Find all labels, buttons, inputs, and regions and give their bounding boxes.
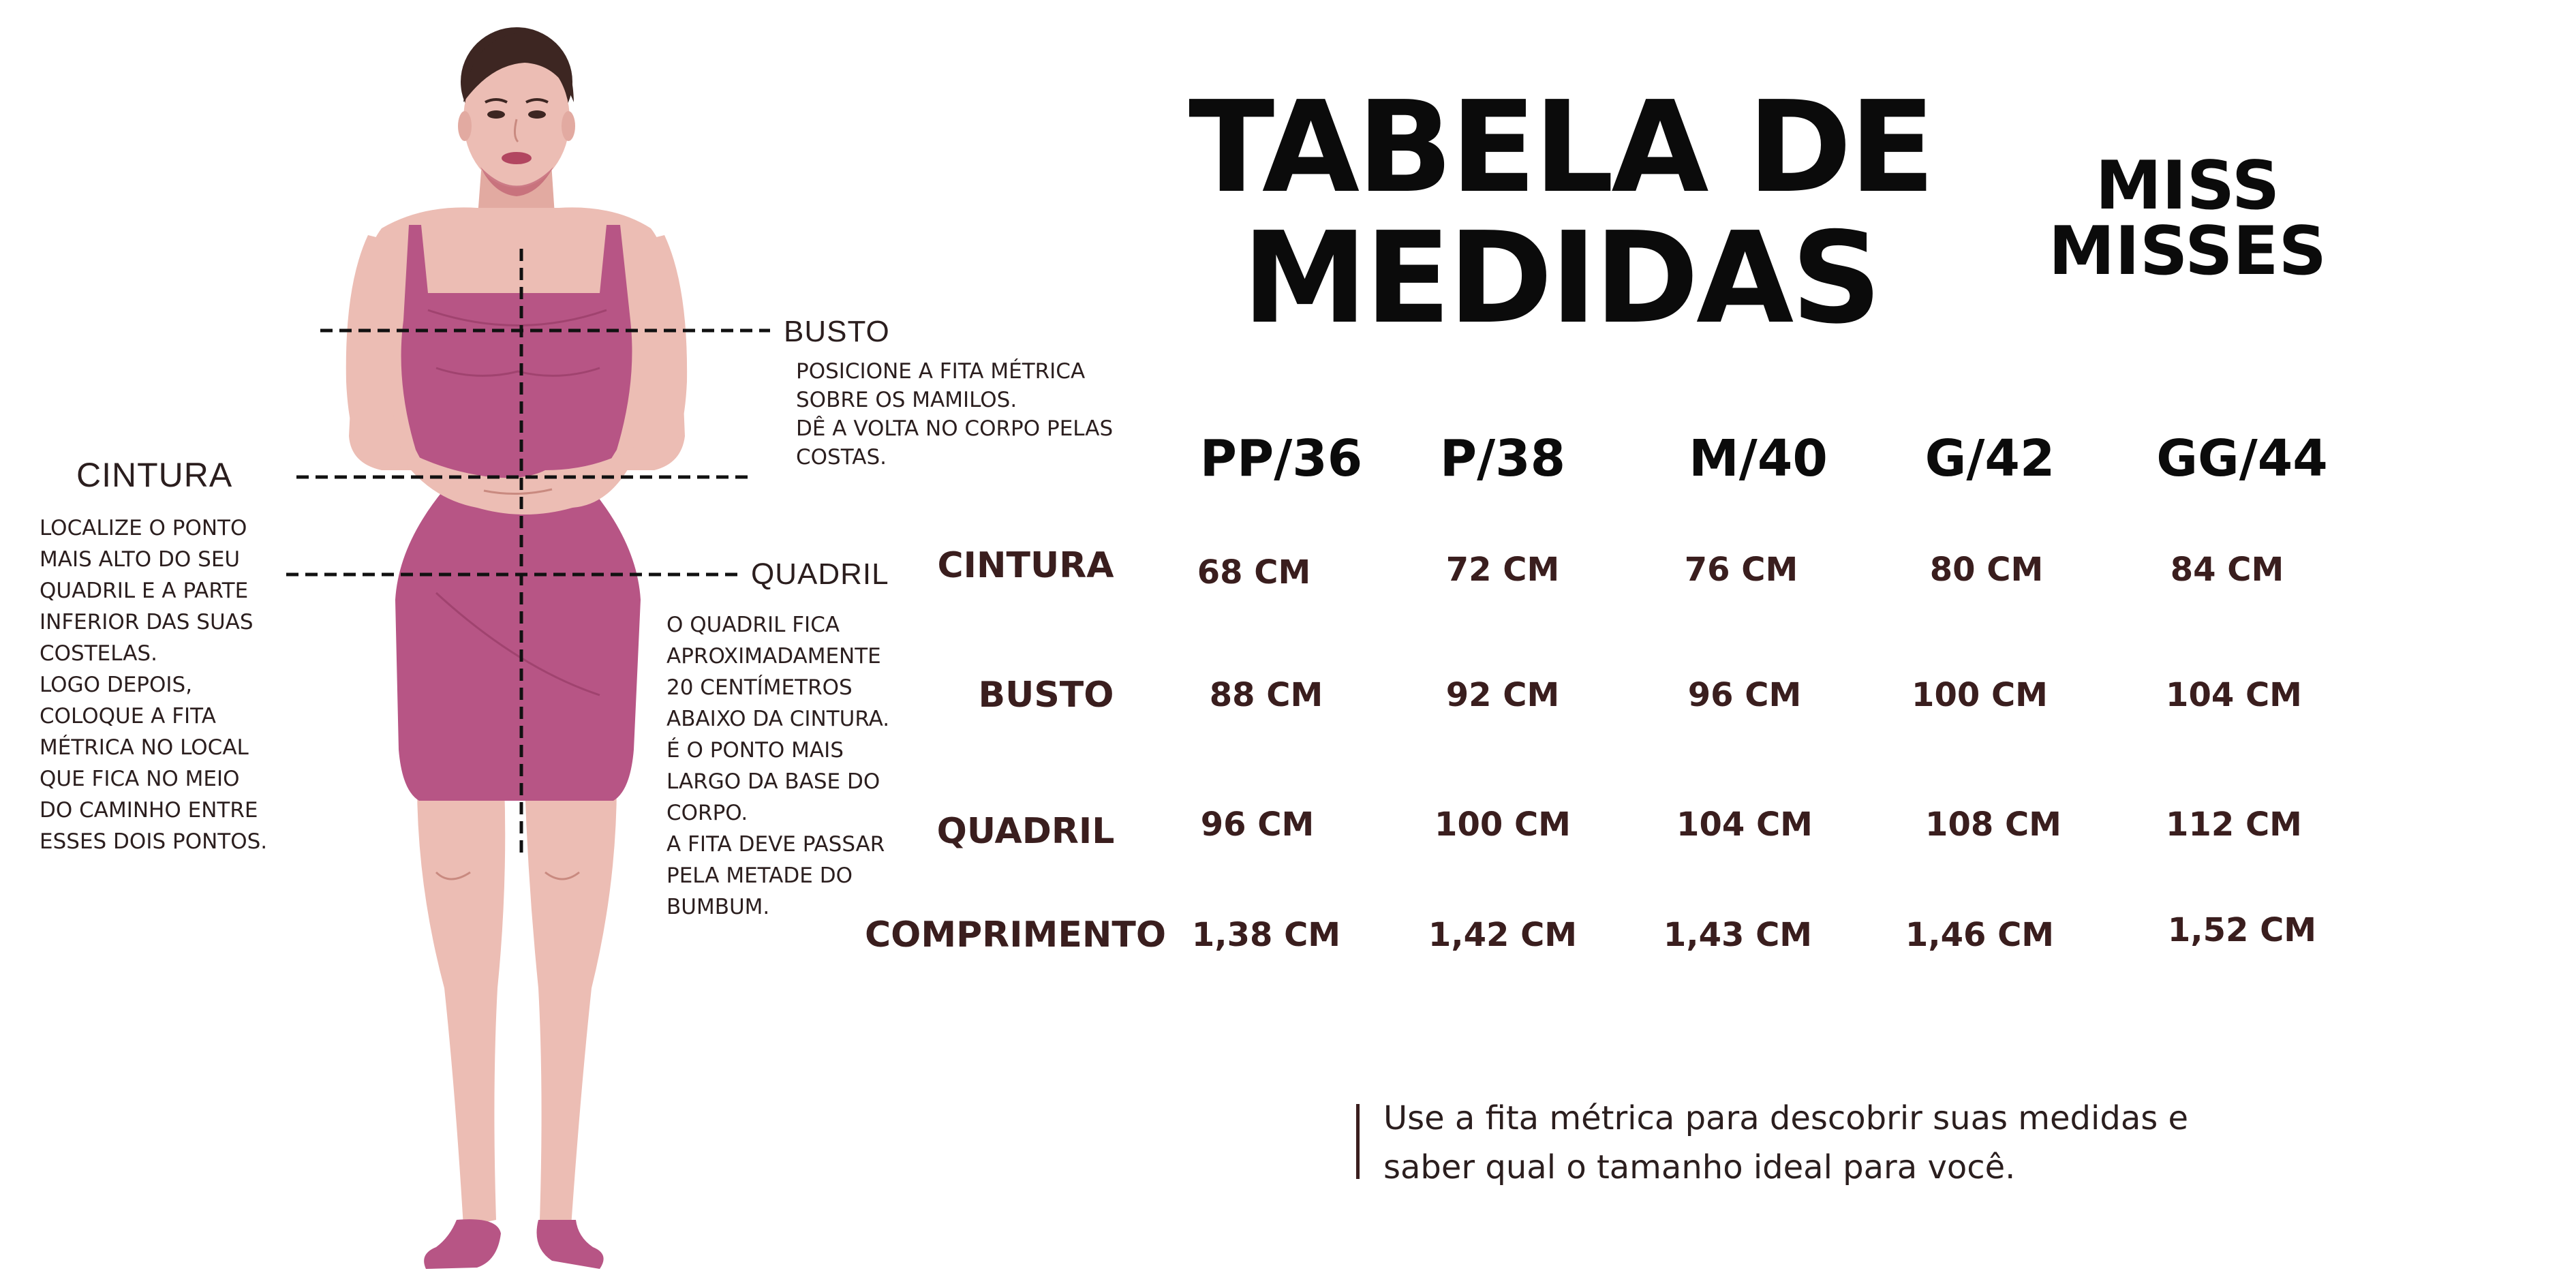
table-cell: 104 CM [2166, 676, 2302, 714]
table-cell: 76 CM [1684, 551, 1798, 589]
size-header-g42: G/42 [1925, 429, 2055, 488]
size-header-m40: M/40 [1689, 429, 1828, 488]
table-cell: 92 CM [1445, 676, 1560, 714]
table-cell: 100 CM [1435, 806, 1571, 844]
size-header-gg44: GG/44 [2156, 429, 2328, 488]
row-label-busto: BUSTO [978, 675, 1114, 716]
hip-label: QUADRIL [751, 557, 889, 591]
table-cell: 88 CM [1209, 676, 1323, 714]
row-label-quadril: QUADRIL [936, 811, 1115, 852]
footer-note: Use a fita métrica para descobrir suas medidas e saber qual o tamanho ideal para você. [1383, 1099, 2189, 1186]
bust-note: POSICIONE A FITA MÉTRICA SOBRE OS MAMILOS. DÊ A VOLTA NO CORPO PELAS COSTAS. [796, 359, 1114, 470]
table-cell: 1,46 CM [1905, 916, 2055, 954]
table-cell: 72 CM [1445, 551, 1560, 589]
table-cell: 68 CM [1197, 553, 1311, 592]
waist-label: CINTURA [76, 456, 233, 494]
table-cell: 104 CM [1676, 806, 1813, 844]
row-label-cintura: CINTURA [937, 545, 1114, 586]
waist-note: LOCALIZE O PONTO MAIS ALTO DO SEU QUADRIL E A PARTE INFERIOR DAS SUAS COSTELAS. LOGO DEPOIS, COLOQUE A FITA MÉTRICA NO LOCAL QUE FICA NO MEIO DO CAMINHO ENTRE ESSES DOIS PONTOS. [40, 516, 268, 854]
table-cell: 96 CM [1200, 806, 1315, 844]
page-title: TABELA DE MEDIDAS [1189, 74, 1933, 352]
row-label-comprimento: COMPRIMENTO [864, 915, 1167, 955]
table-cell: 1,38 CM [1191, 916, 1341, 954]
table-cell: 112 CM [2166, 806, 2302, 844]
table-cell: 108 CM [1925, 806, 2061, 844]
table-cell: 1,42 CM [1428, 916, 1578, 954]
table-cell: 96 CM [1687, 676, 1802, 714]
brand-logo: MISS MISSES [2048, 147, 2327, 290]
size-header-p38: P/38 [1439, 429, 1566, 488]
hip-note: O QUADRIL FICA APROXIMADAMENTE 20 CENTÍMETROS ABAIXO DA CINTURA. É O PONTO MAIS LARGO DA BASE DO CORPO. A FITA DEVE PASSAR PELA METADE DO BUMBUM. [666, 613, 890, 919]
size-header-pp36: PP/36 [1199, 429, 1363, 488]
figure-body [346, 27, 687, 1269]
bust-label: BUSTO [784, 315, 890, 348]
table-cell: 1,43 CM [1663, 916, 1813, 954]
table-cell: 84 CM [2170, 551, 2284, 589]
table-cell: 1,52 CM [2167, 911, 2317, 949]
table-cell: 80 CM [1929, 551, 2044, 589]
footer-divider [1356, 1104, 1360, 1179]
table-cell: 100 CM [1912, 676, 2048, 714]
